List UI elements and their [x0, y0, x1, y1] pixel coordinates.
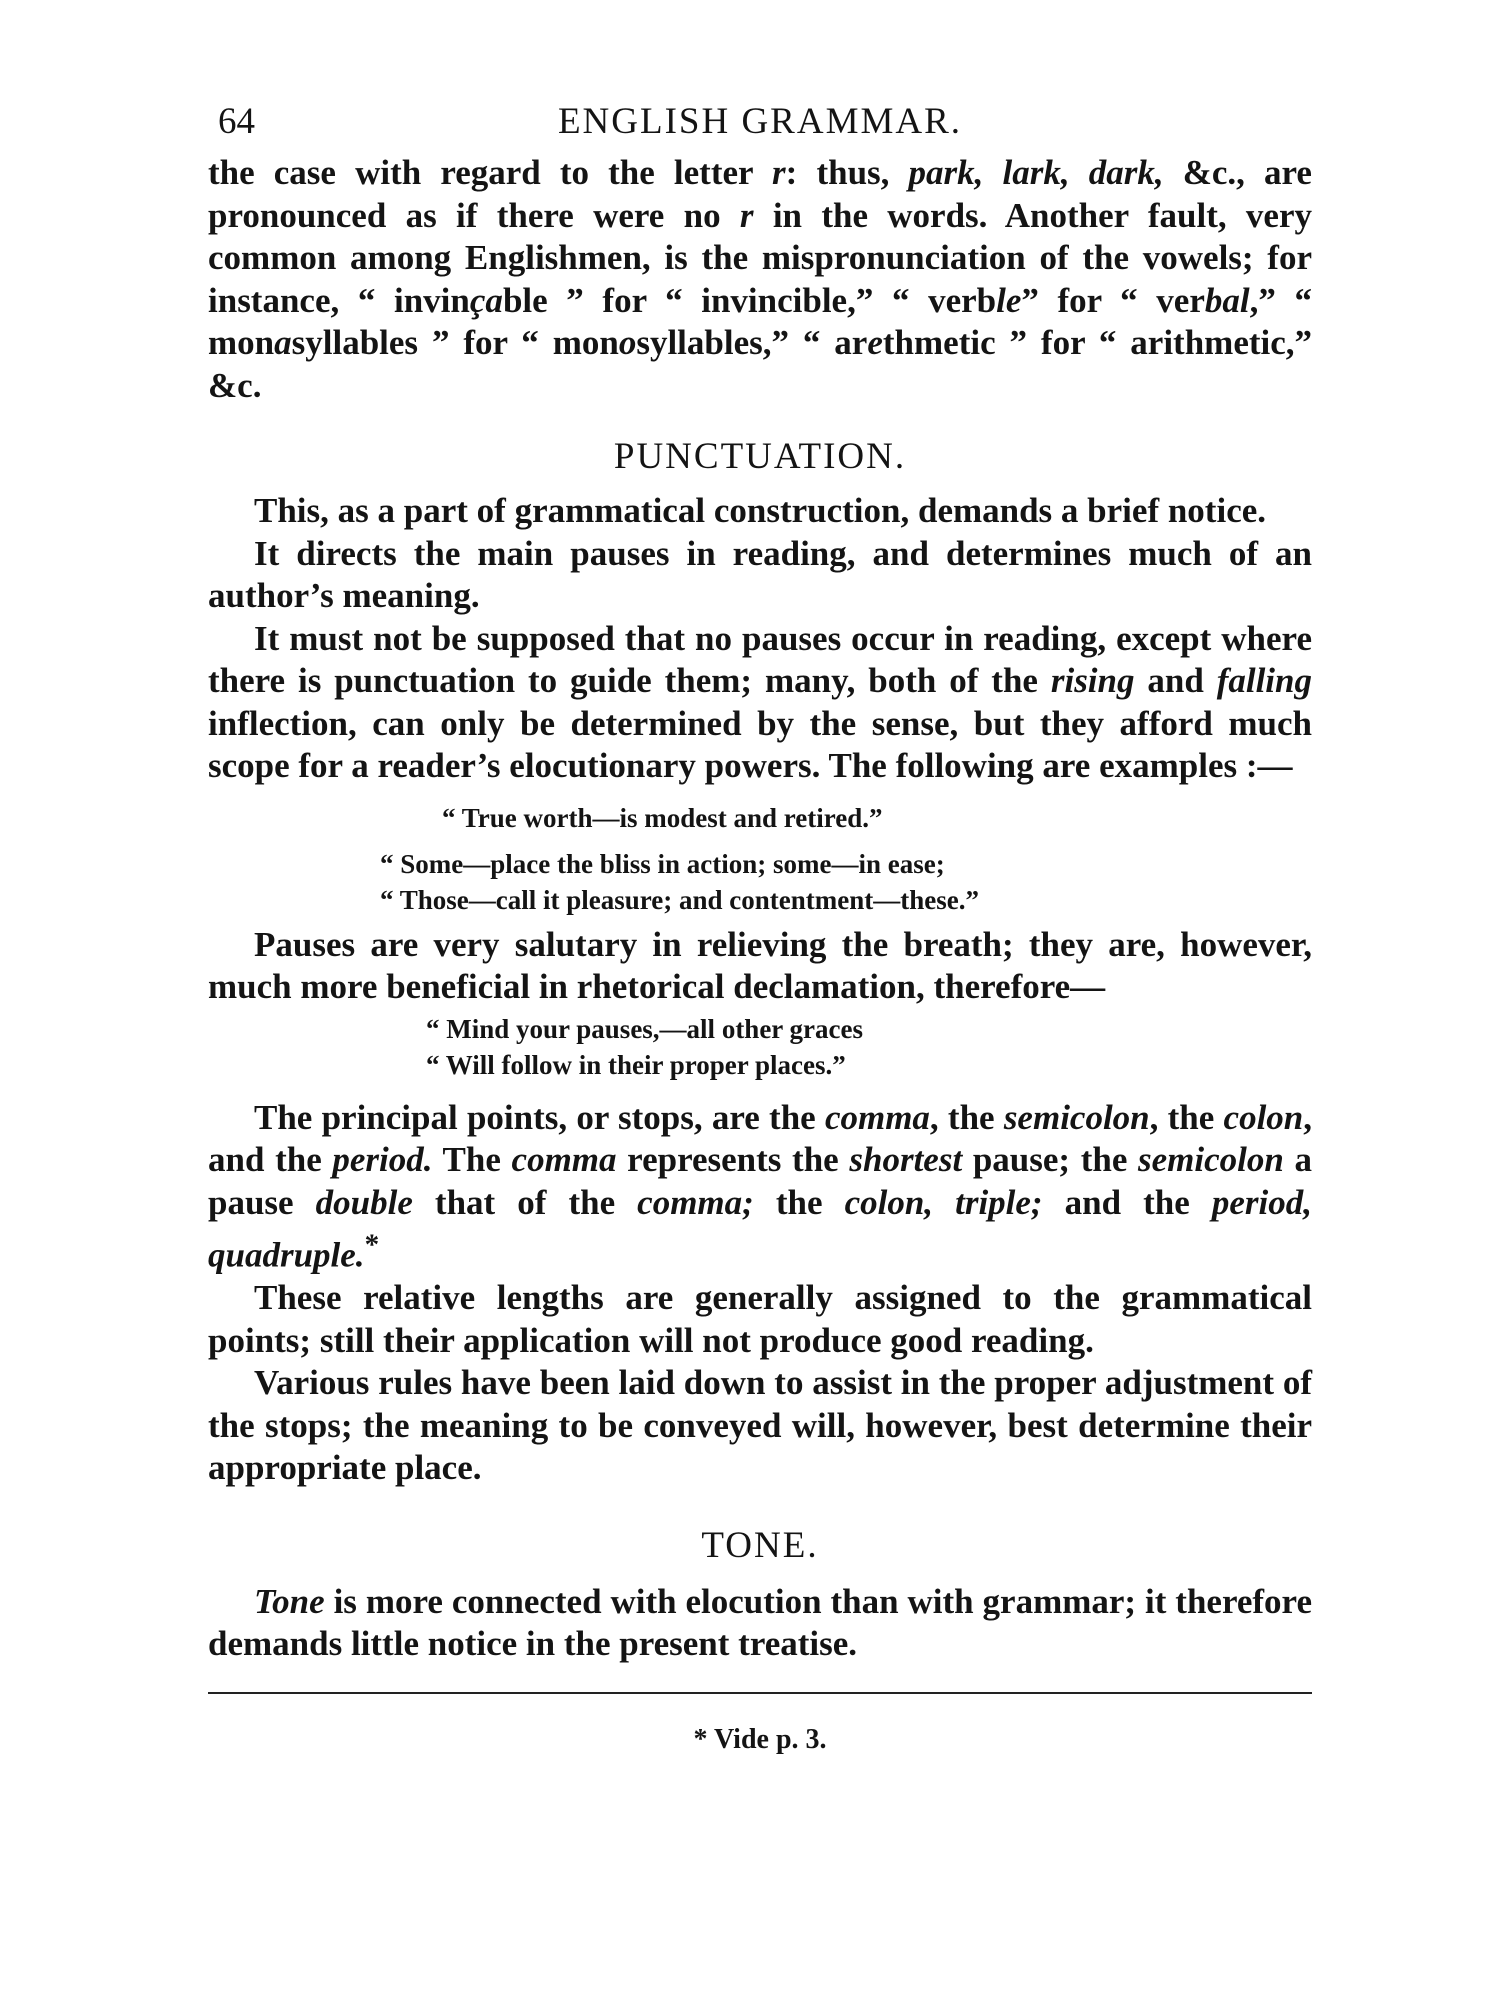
book-page [208, 92, 1312, 1756]
footnote-divider [208, 1692, 1312, 1694]
footnote-marker: * [364, 1229, 380, 1261]
punctuation-paragraph-5: The principal points, or stops, are the comma, the semicolon, the colon, and the period. The comma represents the shortest pause; the semicolon a pause double that of the comma; the colon, triple; and the period, quadruple.* [208, 1097, 1313, 1275]
verse-line: “ Some—place the bliss in action; some—in ease; [380, 848, 945, 879]
quote-some-those [208, 846, 1312, 918]
footnote: * Vide p. 3. [693, 1723, 827, 1755]
tone-heading: TONE. [701, 1524, 819, 1566]
punctuation-paragraph-3: It must not be supposed that no pauses occur in reading, except where there is punctuation to guide them; many, both of the rising and falling inflection, can only be determined by the sense, but they afford much scope for a reader’s elocutionary powers. The following are examples :— [208, 618, 1312, 785]
continuation-paragraph: the case with regard to the letter r: thus, park, lark, dark, &c., are pronounced as if there were no r in the words. Another fault, very common among Englishmen, is the mispronunciation of the vowels; for instance, “ invinçable ” for “ invincible,” “ verble” for “ verbal,” “ monasyllables ” for “ monosyllables,” “ arethmetic ” for “ arithmetic,” &c. [208, 153, 1313, 405]
quote-mind-your-pauses [208, 1011, 1312, 1083]
punctuation-paragraph-7: Various rules have been laid down to assist in the proper adjustment of the stops; the meaning to be conveyed will, however, best determine their appropriate place. [208, 1363, 1312, 1488]
punctuation-paragraph-4: Pauses are very salutary in relieving the breath; they are, however, much more beneficial in rhetorical declamation, therefore— [208, 924, 1312, 1006]
punctuation-paragraph-1: This, as a part of grammatical construction, demands a brief notice. [254, 491, 1267, 530]
tone-paragraph: Tone is more connected with elocution than with grammar; it therefore demands little notice in the present treatise. [208, 1581, 1312, 1664]
page-header [208, 92, 1312, 152]
verse-line: “ Mind your pauses,—all other graces [426, 1013, 864, 1044]
page-number: 64 [218, 101, 255, 142]
punctuation-heading: PUNCTUATION. [613, 436, 907, 477]
quote-true-worth: “ True worth—is modest and retired.” [442, 802, 883, 833]
verse-line: “ Will follow in their proper places.” [426, 1049, 846, 1080]
running-title: ENGLISH GRAMMAR. [557, 101, 963, 142]
punctuation-paragraph-6: These relative lengths are generally assigned to the grammatical points; still their application will not produce good reading. [208, 1278, 1312, 1360]
punctuation-paragraph-2: It directs the main pauses in reading, and determines much of an author’s meaning. [208, 533, 1312, 615]
verse-line: “ Those—call it pleasure; and contentment—these.” [380, 884, 979, 915]
